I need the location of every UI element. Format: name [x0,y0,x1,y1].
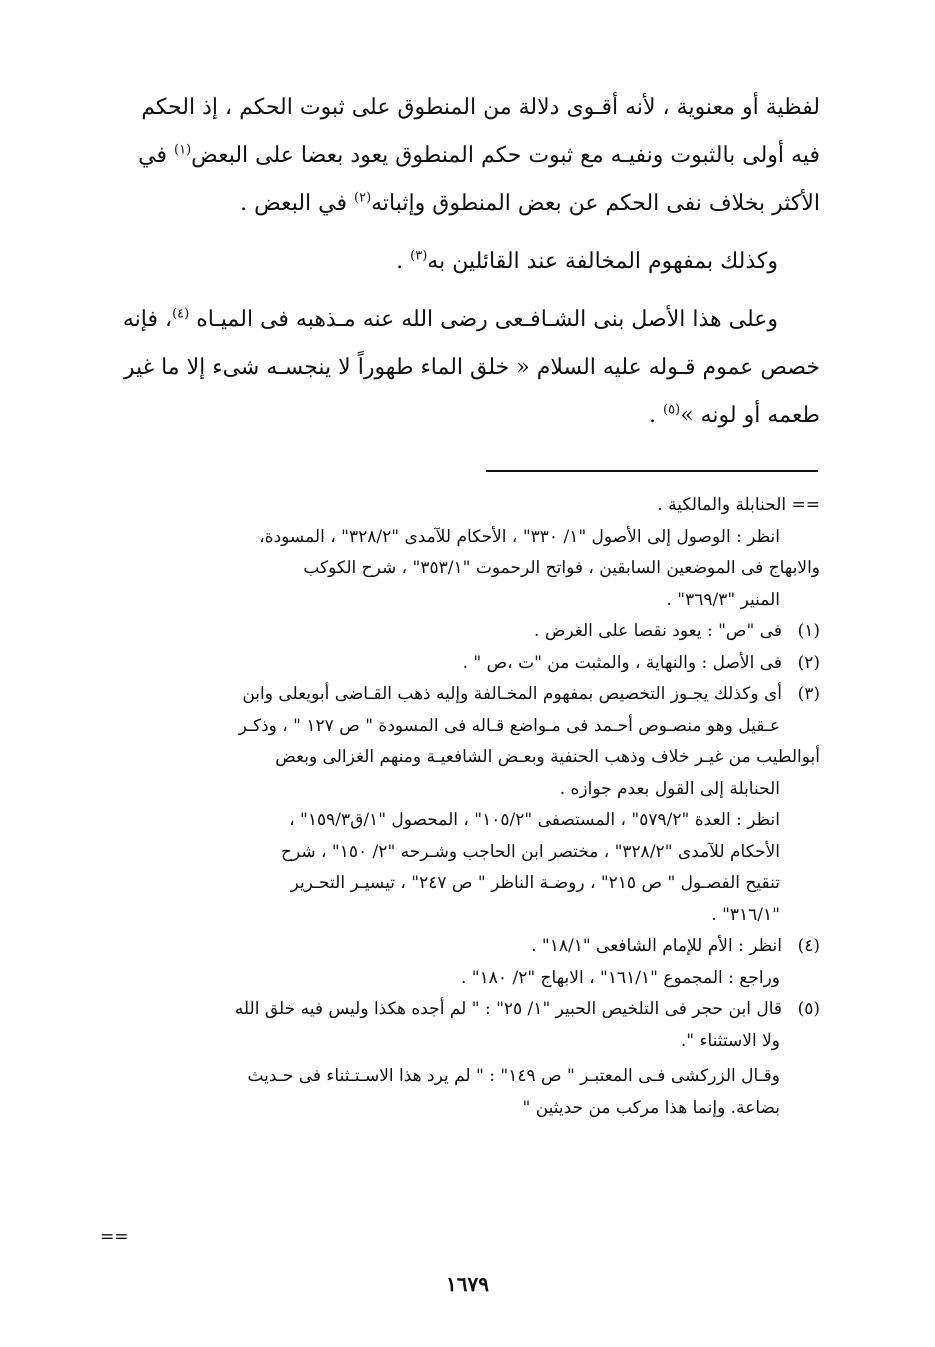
footnote-3-ref-1: انظر : العدة "٥٧٩/٢" ، المستصفى "١٠٥/٢" ، المحصول "١/ق١٥٩/٣" ، [289,810,780,830]
main-line-4-text: وكذلك بمفهوم المخالفة عند القائلين به [427,249,778,274]
main-line-3 [105,180,820,228]
footnote-4 [100,931,820,963]
footnote-continuation-ref-1: انظر : الوصول إلى الأصول "١/ ٣٣٠" ، الأحكام للآمدى "٣٢٨/٢" ، المسودة، [259,526,780,547]
main-line-2-end: في [138,143,167,168]
footnote-3 [100,679,820,711]
main-line-3-text: الأكثر بخلاف نفى الحكم عن بعض المنطوق وإثباته [371,191,820,216]
footnote-2 [100,648,820,680]
page-number: ١٦٧٩ [446,1272,489,1296]
main-line-5-text: وعلى هذا الأصل بنى الشـافـعى رضى الله عنه مـذهبه فى الميـاه [189,307,778,332]
main-line-4 [105,238,820,286]
main-line-1: لفظية أو معنوية ، لأنه أقـوى دلالة من المنطوق على ثبوت الحكم ، إذ الحكم [141,95,820,120]
footnote-2-text: فى الأصل : والنهاية ، والمثبت من "ت ،ص " . [462,652,782,673]
footnote-5-line-2: ولا الاستثناء ". [680,1030,780,1051]
footnote-3-number: (٣) [797,684,820,704]
footnote-1 [100,616,820,648]
main-line-2 [105,132,820,180]
footnote-5-number: (٥) [797,999,820,1019]
main-line-6: خصص عموم قـوله عليه السلام « خلق الماء طهوراً لا ينجسـه شىء إلا ما غير [123,355,820,380]
footnote-3-ref-2: الأحكام للآمدى "٣٢٨/٢" ، مختصر ابن الحاجب وشـرحه "٢/ ١٥٠" ، شرح [281,841,780,862]
footnote-3-line-4: الحنابلة إلى القول بعدم جوازه . [559,778,780,799]
footnote-ref-2: (٢) [354,190,372,206]
footnote-3-line-2: عـقيل وهو منصـوص أحـمد فى مـواضع قـاله فى المسودة " ص ١٢٧ " ، وذكـر [238,715,780,736]
main-line-7-text: طعمه أو لونه » [680,403,820,428]
footnote-ref-3: (٣) [410,248,428,264]
footnote-ref-5: (٥) [663,402,681,418]
footnote-3-line-3: أبوالطيب من غيـر خلاف وذهب الحنفية وبعـض الشافعيـة ومنهم الغزالى وبعض [275,747,820,767]
footnote-ref-4: (٤) [172,306,190,322]
main-line-7 [105,392,820,440]
footnote-divider [486,470,818,472]
footnote-5-text-1: قال ابن حجر فى التلخيص الحبير "١/ ٢٥" : " لم أجده هكذا وليس فيه خلق الله [234,999,782,1019]
footnote-4-line-2: وراجع : المجموع "١٦١/١" ، الابهاج "٢/ ١٨٠" . [461,967,780,988]
footnotes [100,490,820,1124]
footnote-5 [100,994,820,1026]
footnote-5-line-4: بضاعة. وإنما هذا مركب من حديثين " [522,1097,780,1118]
main-text [105,84,820,440]
footnote-1-text: فى "ص" : يعود نقصا على الغرض . [534,621,782,641]
footnote-continuation-ref-3: المنير "٣٦٩/٣" . [666,589,780,610]
footnote-5-line-3: وقـال الزركشى فـى المعتبـر " ص ١٤٩" : " لم يرد هذا الاسـتـثناء فى حـديث [247,1066,780,1086]
continuation-mark: == [100,1227,129,1247]
footnote-1-number: (١) [797,621,820,641]
footnote-2-number: (٢) [797,652,820,673]
footnote-4-text-1: انظر : الأم للإمام الشافعى "١٨/١" . [531,936,782,956]
main-line-3-end: في البعض . [240,191,347,216]
main-line-5 [105,296,820,344]
main-line-2-text: فيه أولى بالثبوت ونفيـه مع ثبوت حكم المنطوق يعود بعضا على البعض [191,143,820,168]
main-line-5-end: ، فإنه [122,307,173,332]
footnote-continuation-ref-2: والابهاج فى الموضعين السابقين ، فواتح الرحموت "٣٥٣/١" ، شرح الكوكب [303,558,820,578]
footnote-4-number: (٤) [797,936,820,956]
footnote-3-ref-4: "٣١٦/١" . [711,904,780,925]
main-line-7-end: . [649,403,664,428]
footnote-ref-1: (١) [174,142,192,158]
footnote-continuation: == الحنابلة والمالكية . [657,495,820,515]
footnote-3-ref-3: تنقيح الفصـول " ص ٢١٥" ، روضـة الناظر " ص ٢٤٧" ، تيسيـر التحـرير [290,873,780,893]
footnote-3-text-1: أى وكذلك يجـوز التخصيص بمفهوم المخـالفة وإليه ذهب القـاضى أبويعلى وابن [242,684,782,704]
main-line-4-end: . [396,249,411,274]
